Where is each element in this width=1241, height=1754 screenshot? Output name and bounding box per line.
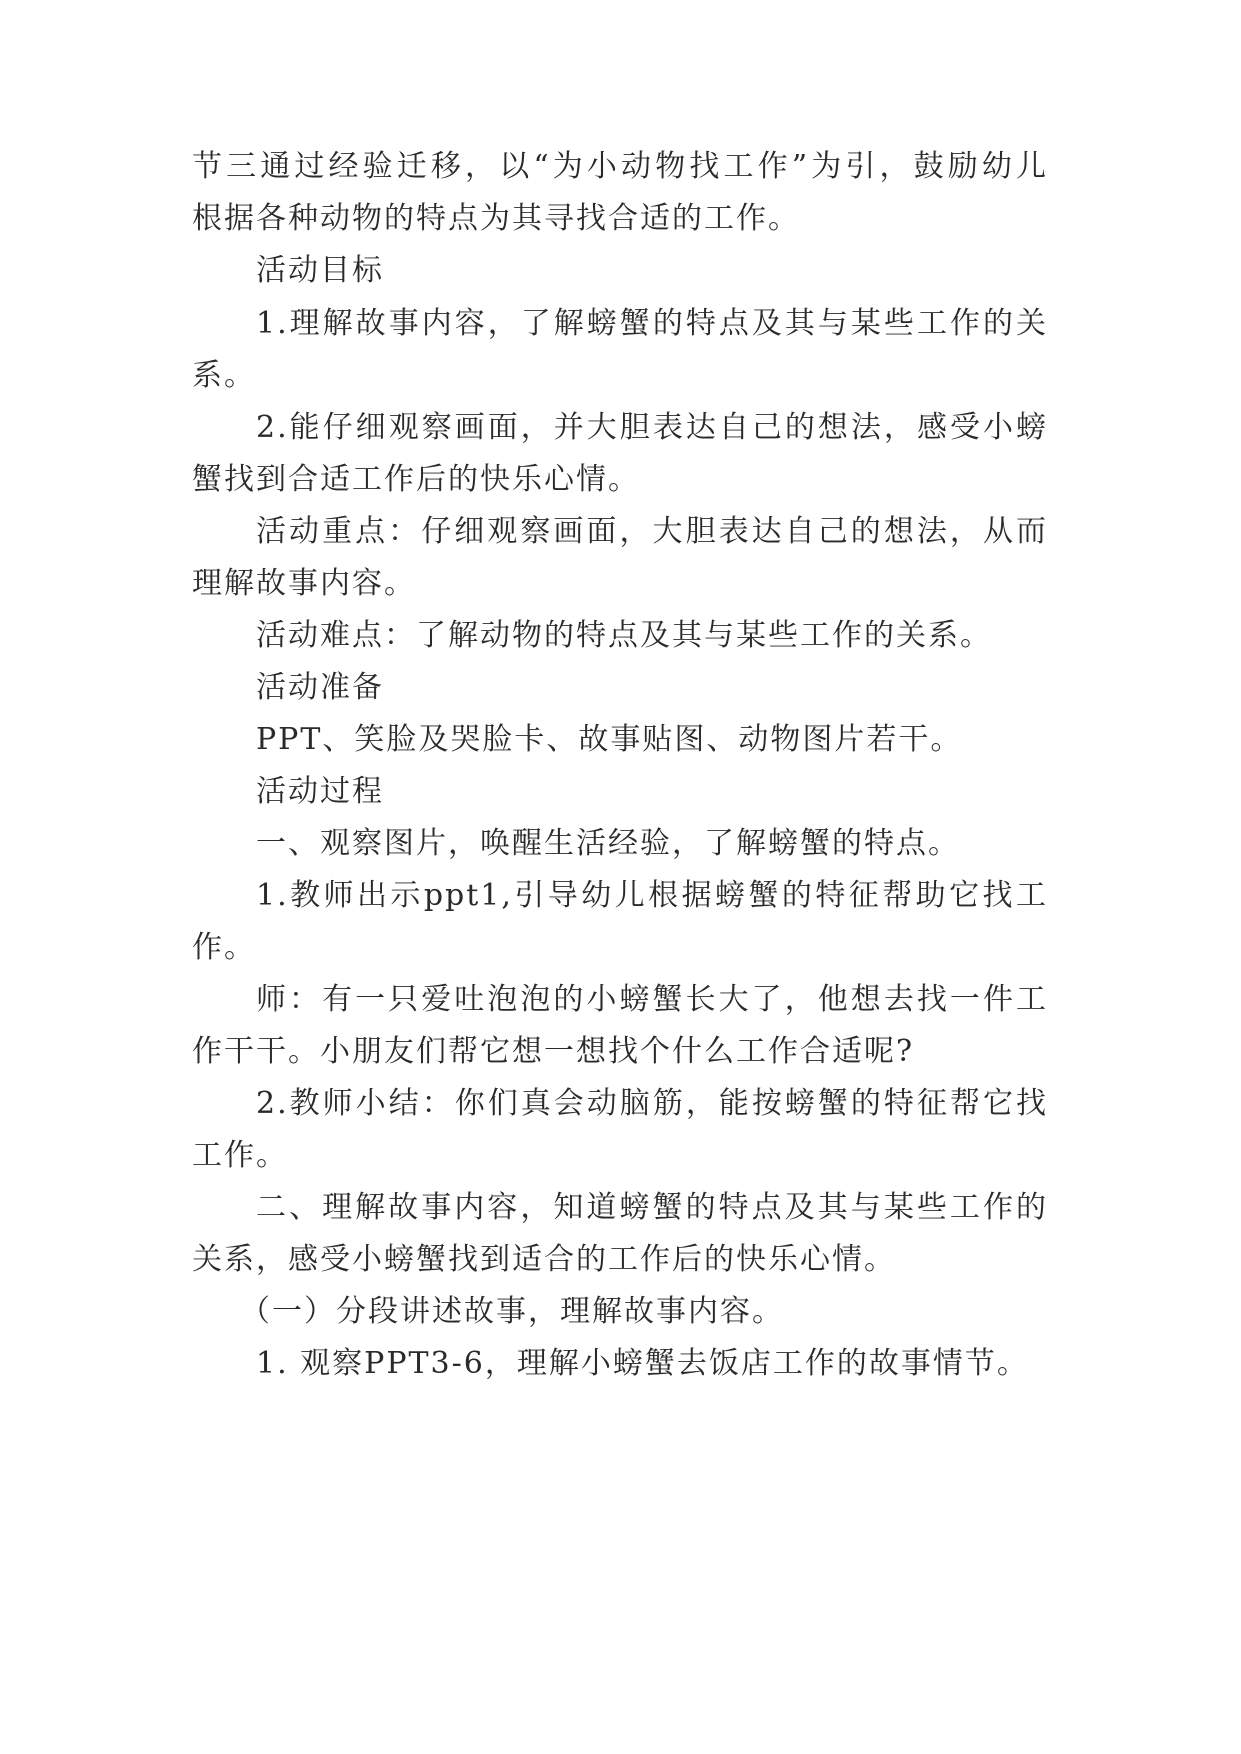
- paragraph-line: 2.能仔细观察画面，并大胆表达自己的想法，感受小螃: [256, 410, 1048, 445]
- paragraph-line: 2.教师小结：你们真会动脑筋，能按螃蟹的特征帮它找: [256, 1086, 1048, 1121]
- paragraph-line: （一）分段讲述故事，理解故事内容。: [240, 1294, 784, 1329]
- section-heading: 活动目标: [256, 253, 384, 288]
- paragraph-line: 理解故事内容。: [192, 566, 416, 601]
- paragraph-line: 根据各种动物的特点为其寻找合适的工作。: [192, 201, 800, 236]
- paragraph-line: 1.理解故事内容，了解螃蟹的特点及其与某些工作的关: [256, 306, 1048, 341]
- section-heading: 活动过程: [256, 774, 384, 809]
- paragraph-line: 关系，感受小螃蟹找到适合的工作后的快乐心情。: [192, 1242, 896, 1277]
- paragraph-line: 活动重点：仔细观察画面，大胆表达自己的想法，从而: [256, 514, 1048, 549]
- paragraph-line: 节三通过经验迁移，以“为小动物找工作”为引，鼓励幼儿: [192, 149, 1048, 184]
- paragraph-line: PPT、笑脸及哭脸卡、故事贴图、动物图片若干。: [256, 722, 963, 757]
- paragraph-line: 工作。: [192, 1138, 288, 1173]
- paragraph-line: 活动难点：了解动物的特点及其与某些工作的关系。: [256, 618, 992, 653]
- paragraph-line: 二、理解故事内容，知道螃蟹的特点及其与某些工作的: [256, 1190, 1048, 1225]
- paragraph-line: 1.教师出示ppt1,引导幼儿根据螃蟹的特征帮助它找工: [256, 878, 1048, 913]
- paragraph-line: 师：有一只爱吐泡泡的小螃蟹长大了，他想去找一件工: [256, 982, 1048, 1017]
- paragraph-line: 作。: [192, 930, 256, 965]
- paragraph-line: 作干干。小朋友们帮它想一想找个什么工作合适呢?: [192, 1034, 915, 1069]
- paragraph-line: 1. 观察PPT3-6，理解小螃蟹去饭店工作的故事情节。: [256, 1346, 1029, 1381]
- paragraph-line: 蟹找到合适工作后的快乐心情。: [192, 462, 640, 497]
- paragraph-line: 一、观察图片，唤醒生活经验，了解螃蟹的特点。: [256, 826, 960, 861]
- section-heading: 活动准备: [256, 670, 384, 705]
- paragraph-line: 系。: [192, 358, 256, 393]
